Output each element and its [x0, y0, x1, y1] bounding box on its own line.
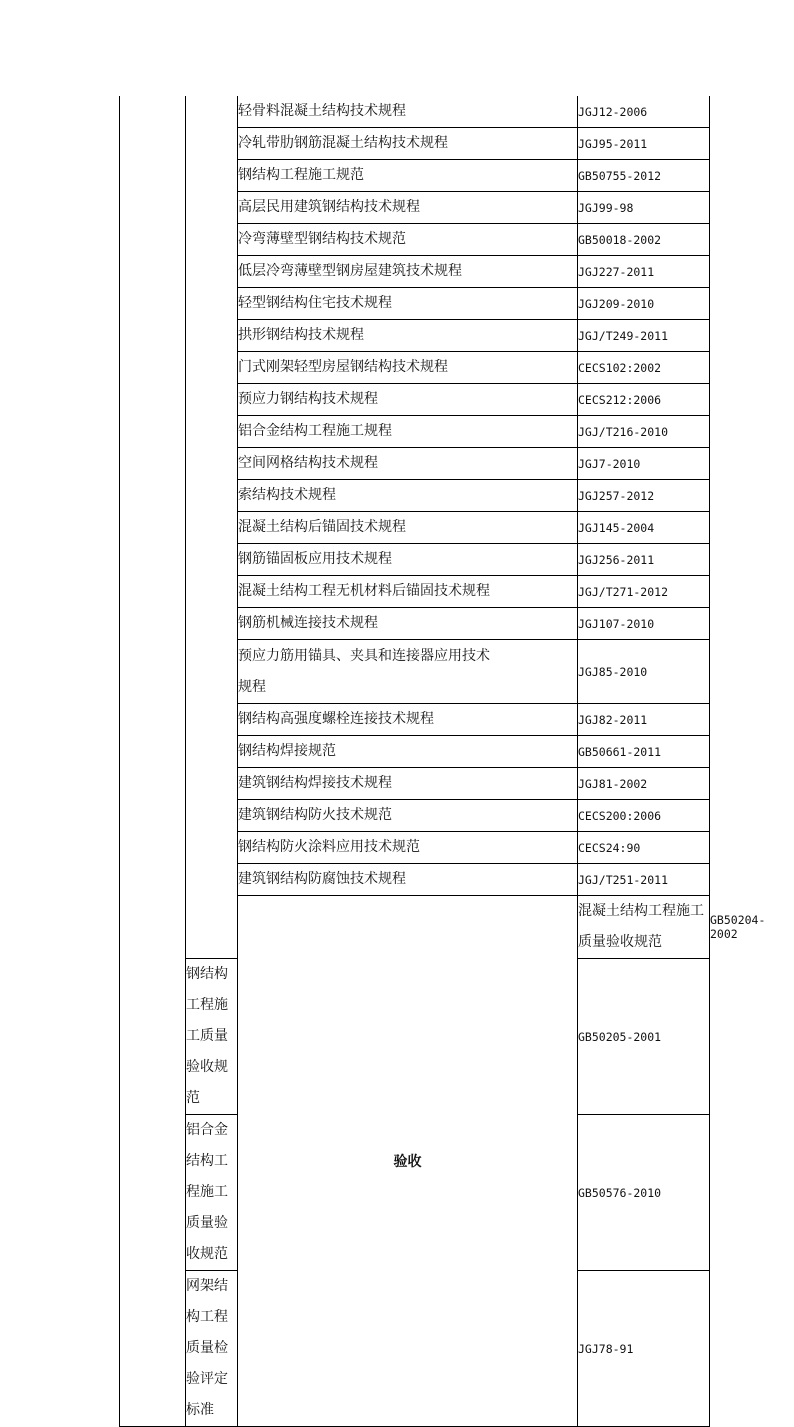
standard-code: GB50018-2002	[578, 224, 710, 256]
standard-name-line2: 规程	[238, 678, 266, 695]
standard-name: 低层冷弯薄壁型钢房屋建筑技术规程	[238, 256, 578, 288]
standard-name: 钢筋机械连接技术规程	[238, 608, 578, 640]
standard-name: 索结构技术规程	[238, 480, 578, 512]
standard-code: JGJ257-2012	[578, 480, 710, 512]
standard-code: GB50661-2011	[578, 736, 710, 768]
standard-code: JGJ227-2011	[578, 256, 710, 288]
standard-name: 钢结构防火涂料应用技术规范	[238, 832, 578, 864]
standard-name: 钢结构焊接规范	[238, 736, 578, 768]
standard-code: JGJ145-2004	[578, 512, 710, 544]
standard-code: JGJ/T251-2011	[578, 864, 710, 896]
standard-code: JGJ81-2002	[578, 768, 710, 800]
standard-code: GB50205-2001	[578, 959, 710, 1115]
standard-code: GB50755-2012	[578, 160, 710, 192]
standard-name: 钢筋锚固板应用技术规程	[238, 544, 578, 576]
section-label-acceptance: 验收	[238, 896, 578, 1427]
standard-code: JGJ7-2010	[578, 448, 710, 480]
standard-code: CECS24:90	[578, 832, 710, 864]
standard-code: CECS200:2006	[578, 800, 710, 832]
standard-name: 混凝土结构工程无机材料后锚固技术规程	[238, 576, 578, 608]
standard-code: JGJ12-2006	[578, 96, 710, 128]
standard-code: JGJ/T216-2010	[578, 416, 710, 448]
standard-name: 空间网格结构技术规程	[238, 448, 578, 480]
standard-name: 混凝土结构工程施工质量验收规范	[578, 896, 710, 959]
standard-name: 建筑钢结构防火技术规范	[238, 800, 578, 832]
standards-table	[119, 96, 766, 1427]
standard-name: 混凝土结构后锚固技术规程	[238, 512, 578, 544]
standard-code: JGJ78-91	[578, 1271, 710, 1427]
standard-name: 钢结构工程施工规范	[238, 160, 578, 192]
table-row	[120, 96, 710, 128]
standard-name: 轻骨料混凝土结构技术规程	[238, 96, 578, 128]
standard-name: 建筑钢结构防腐蚀技术规程	[238, 864, 578, 896]
standard-code: JGJ/T271-2012	[578, 576, 710, 608]
standard-name: 预应力钢结构技术规程	[238, 384, 578, 416]
standard-name-line1: 预应力筋用锚具、夹具和连接器应用技术	[238, 647, 490, 664]
standard-name: 高层民用建筑钢结构技术规程	[238, 192, 578, 224]
standard-name: 铝合金结构工程施工质量验收规范	[186, 1115, 238, 1271]
standard-name: 轻型钢结构住宅技术规程	[238, 288, 578, 320]
standard-code: JGJ256-2011	[578, 544, 710, 576]
standard-name: 网架结构工程质量检验评定标准	[186, 1271, 238, 1427]
standard-name: 冷弯薄壁型钢结构技术规范	[238, 224, 578, 256]
standard-code: JGJ99-98	[578, 192, 710, 224]
standard-code: CECS102:2002	[578, 352, 710, 384]
standard-code: JGJ95-2011	[578, 128, 710, 160]
standard-code: JGJ209-2010	[578, 288, 710, 320]
subcategory-cell-top	[186, 96, 238, 959]
standard-name: 铝合金结构工程施工规程	[238, 416, 578, 448]
standard-code: JGJ107-2010	[578, 608, 710, 640]
standard-code: JGJ/T249-2011	[578, 320, 710, 352]
standard-code: GB50576-2010	[578, 1115, 710, 1271]
standard-name: 门式刚架轻型房屋钢结构技术规程	[238, 352, 578, 384]
standard-name	[238, 640, 578, 704]
standard-name: 钢结构高强度螺栓连接技术规程	[238, 704, 578, 736]
standard-name: 建筑钢结构焊接技术规程	[238, 768, 578, 800]
standard-code: CECS212:2006	[578, 384, 710, 416]
standard-name: 拱形钢结构技术规程	[238, 320, 578, 352]
standard-name: 钢结构工程施工质量验收规范	[186, 959, 238, 1115]
table-row: 验收 混凝土结构工程施工质量验收规范 GB50204-2002	[120, 896, 710, 959]
standard-name: 冷轧带肋钢筋混凝土结构技术规程	[238, 128, 578, 160]
standard-code: JGJ82-2011	[578, 704, 710, 736]
standard-code: JGJ85-2010	[578, 640, 710, 704]
category-column	[120, 96, 186, 1427]
